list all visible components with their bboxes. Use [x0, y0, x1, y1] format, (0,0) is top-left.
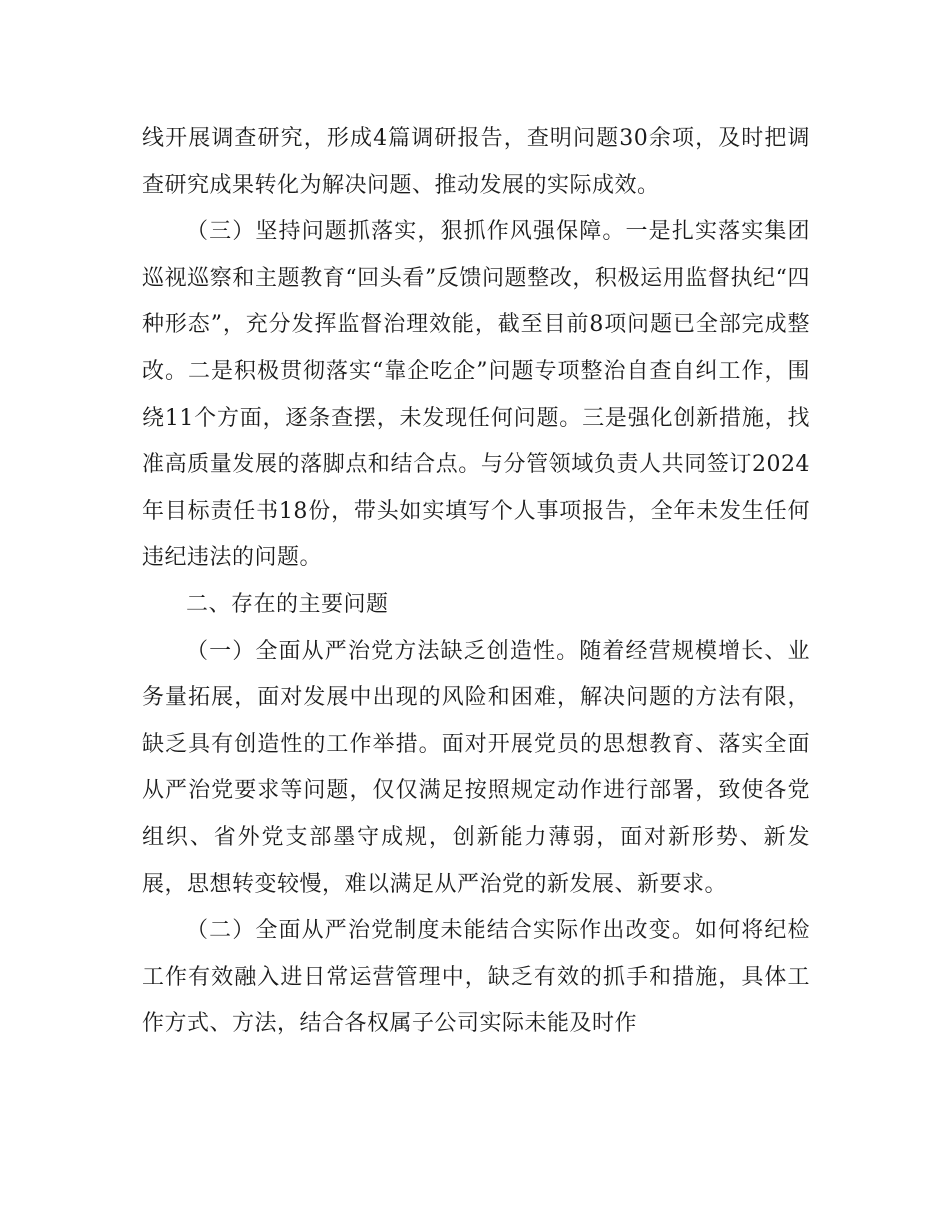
paragraph-research-results: 线开展调查研究，形成4篇调研报告，查明问题30余项，及时把调查研究成果转化为解决问题、推动发展的实际成效。	[142, 126, 810, 198]
document-body	[142, 116, 810, 1048]
paragraph-problem-one: （一）全面从严治党方法缺乏创造性。随着经营规模增长、业务量拓展，面对发展中出现的风险和困难，解决问题的方法有限，缺乏具有创造性的工作举措。面对开展党员的思想教育、落实全面从严治党要求等问题，仅仅满足按照规定动作进行部署，致使各党组织、省外党支部墨守成规，创新能力薄弱，面对新形势、新发展，思想转变较慢，难以满足从严治党的新发展、新要求。	[142, 638, 810, 897]
paragraph-section-three: （三）坚持问题抓落实，狠抓作风强保障。一是扎实落实集团巡视巡察和主题教育“回头看”反馈问题整改，积极运用监督执纪“四种形态”，充分发挥监督治理效能，截至目前8项问题已全部完成整改。二是积极贯彻落实“靠企吃企”问题专项整治自查自纠工作，围绕11个方面，逐条查摆，未发现任何问题。三是强化创新措施，找准高质量发展的落脚点和结合点。与分管领域负责人共同签订2024年目标责任书18份，带头如实填写个人事项报告，全年未发生任何违纪违法的问题。	[142, 219, 810, 571]
section-heading-main-problems: 二、存在的主要问题	[186, 591, 389, 617]
paragraph-problem-two: （二）全面从严治党制度未能结合实际作出改变。如何将纪检工作有效融入进日常运营管理中，缺乏有效的抓手和措施，具体工作方式、方法，结合各权属子公司实际未能及时作	[142, 918, 810, 1037]
